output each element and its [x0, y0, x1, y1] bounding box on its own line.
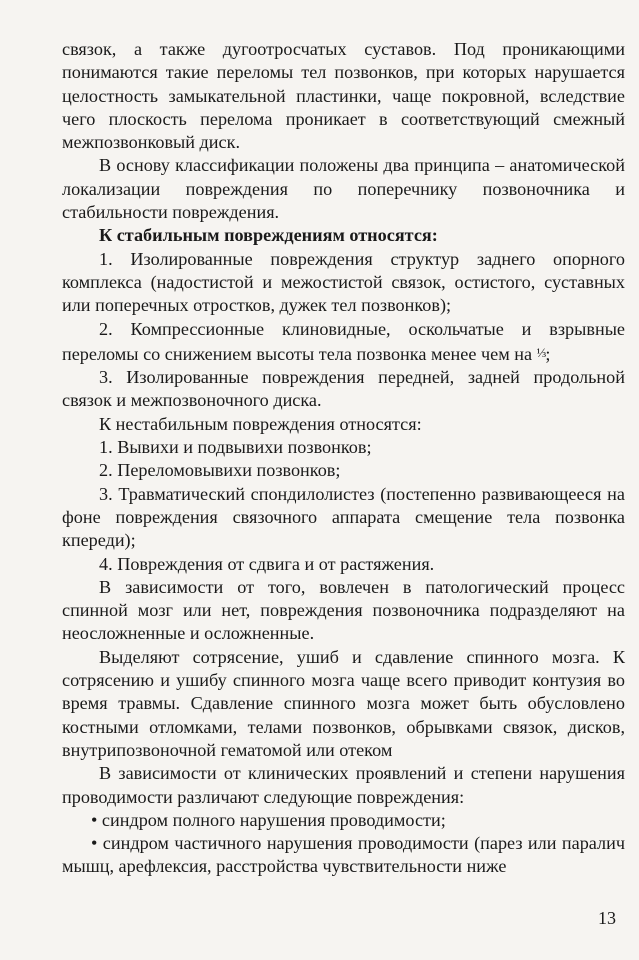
stable-item-2-text: 2. Компрессионные клиновидные, оскольчатые и взрывные переломы со снижением высоты тела позвонка менее чем на	[62, 318, 625, 364]
paragraph-conduction-disorders: В зависимости от клинических проявлений и степени нарушения проводимости различают следующие повреждения:	[62, 763, 625, 807]
unstable-item-1: 1. Вывихи и подвывихи позвонков;	[99, 437, 372, 458]
stable-item-3: 3. Изолированные повреждения передней, задней продольной связок и межпозвоночного диска.	[62, 367, 625, 411]
bullet-complete-syndrome: • синдром полного нарушения проводимости;	[91, 809, 446, 830]
paragraph-classification: В основу классификации положены два принципа – анатомической локализации повреждения по поперечнику позвоночника и стабильности повреждения.	[62, 155, 625, 223]
one-third-fraction: ⅓	[536, 344, 546, 360]
paragraph-concussion-contusion: Выделяют сотрясение, ушиб и сдавление спинного мозга. К сотрясению и ушибу спинного мозга чаще всего приводит контузия во время травмы. Сдавление спинного мозга может быть обусловлено костными отломками, телами позвонков, обрывками связок, дисков, внутрипозвоночной гематомой или отеком	[62, 646, 625, 760]
heading-unstable-injuries: К нестабильным повреждения относятся:	[99, 413, 422, 434]
body-text	[62, 38, 625, 879]
bullet-partial-syndrome: • синдром частичного нарушения проводимости (парез или паралич мышц, арефлексия, расстройства чувствительности ниже	[62, 833, 625, 877]
stable-item-2	[62, 318, 625, 367]
unstable-item-4: 4. Повреждения от сдвига и от растяжения.	[99, 553, 435, 574]
stable-item-2-end: ;	[545, 343, 551, 364]
unstable-item-3: 3. Травматический спондилолистез (постепенно развивающееся на фоне повреждения связочного аппарата смещение тела позвонка кпереди);	[62, 483, 625, 551]
paragraph-continuation: связок, а также дугоотросчатых суставов. Под проникающими понимаются такие переломы тел позвонков, при которых нарушается целостность замыкательной пластинки, чаще покровной, вследствие чего плоскость перелома проникает в соответствующий смежный межпозвонковый диск.	[62, 39, 625, 153]
page-number: 13	[598, 908, 616, 928]
unstable-item-2: 2. Переломовывихи позвонков;	[99, 460, 341, 481]
heading-stable-injuries: К стабильным повреждениям относятся:	[99, 225, 438, 246]
paragraph-spinal-cord-involvement: В зависимости от того, вовлечен в патологический процесс спинной мозг или нет, повреждения позвоночника подразделяют на неосложненные и осложненные.	[62, 576, 625, 644]
stable-item-1: 1. Изолированные повреждения структур заднего опорного комплекса (надостистой и межостистой связок, остистого, суставных или поперечных отростков, дужек тел позвонков);	[62, 248, 625, 316]
